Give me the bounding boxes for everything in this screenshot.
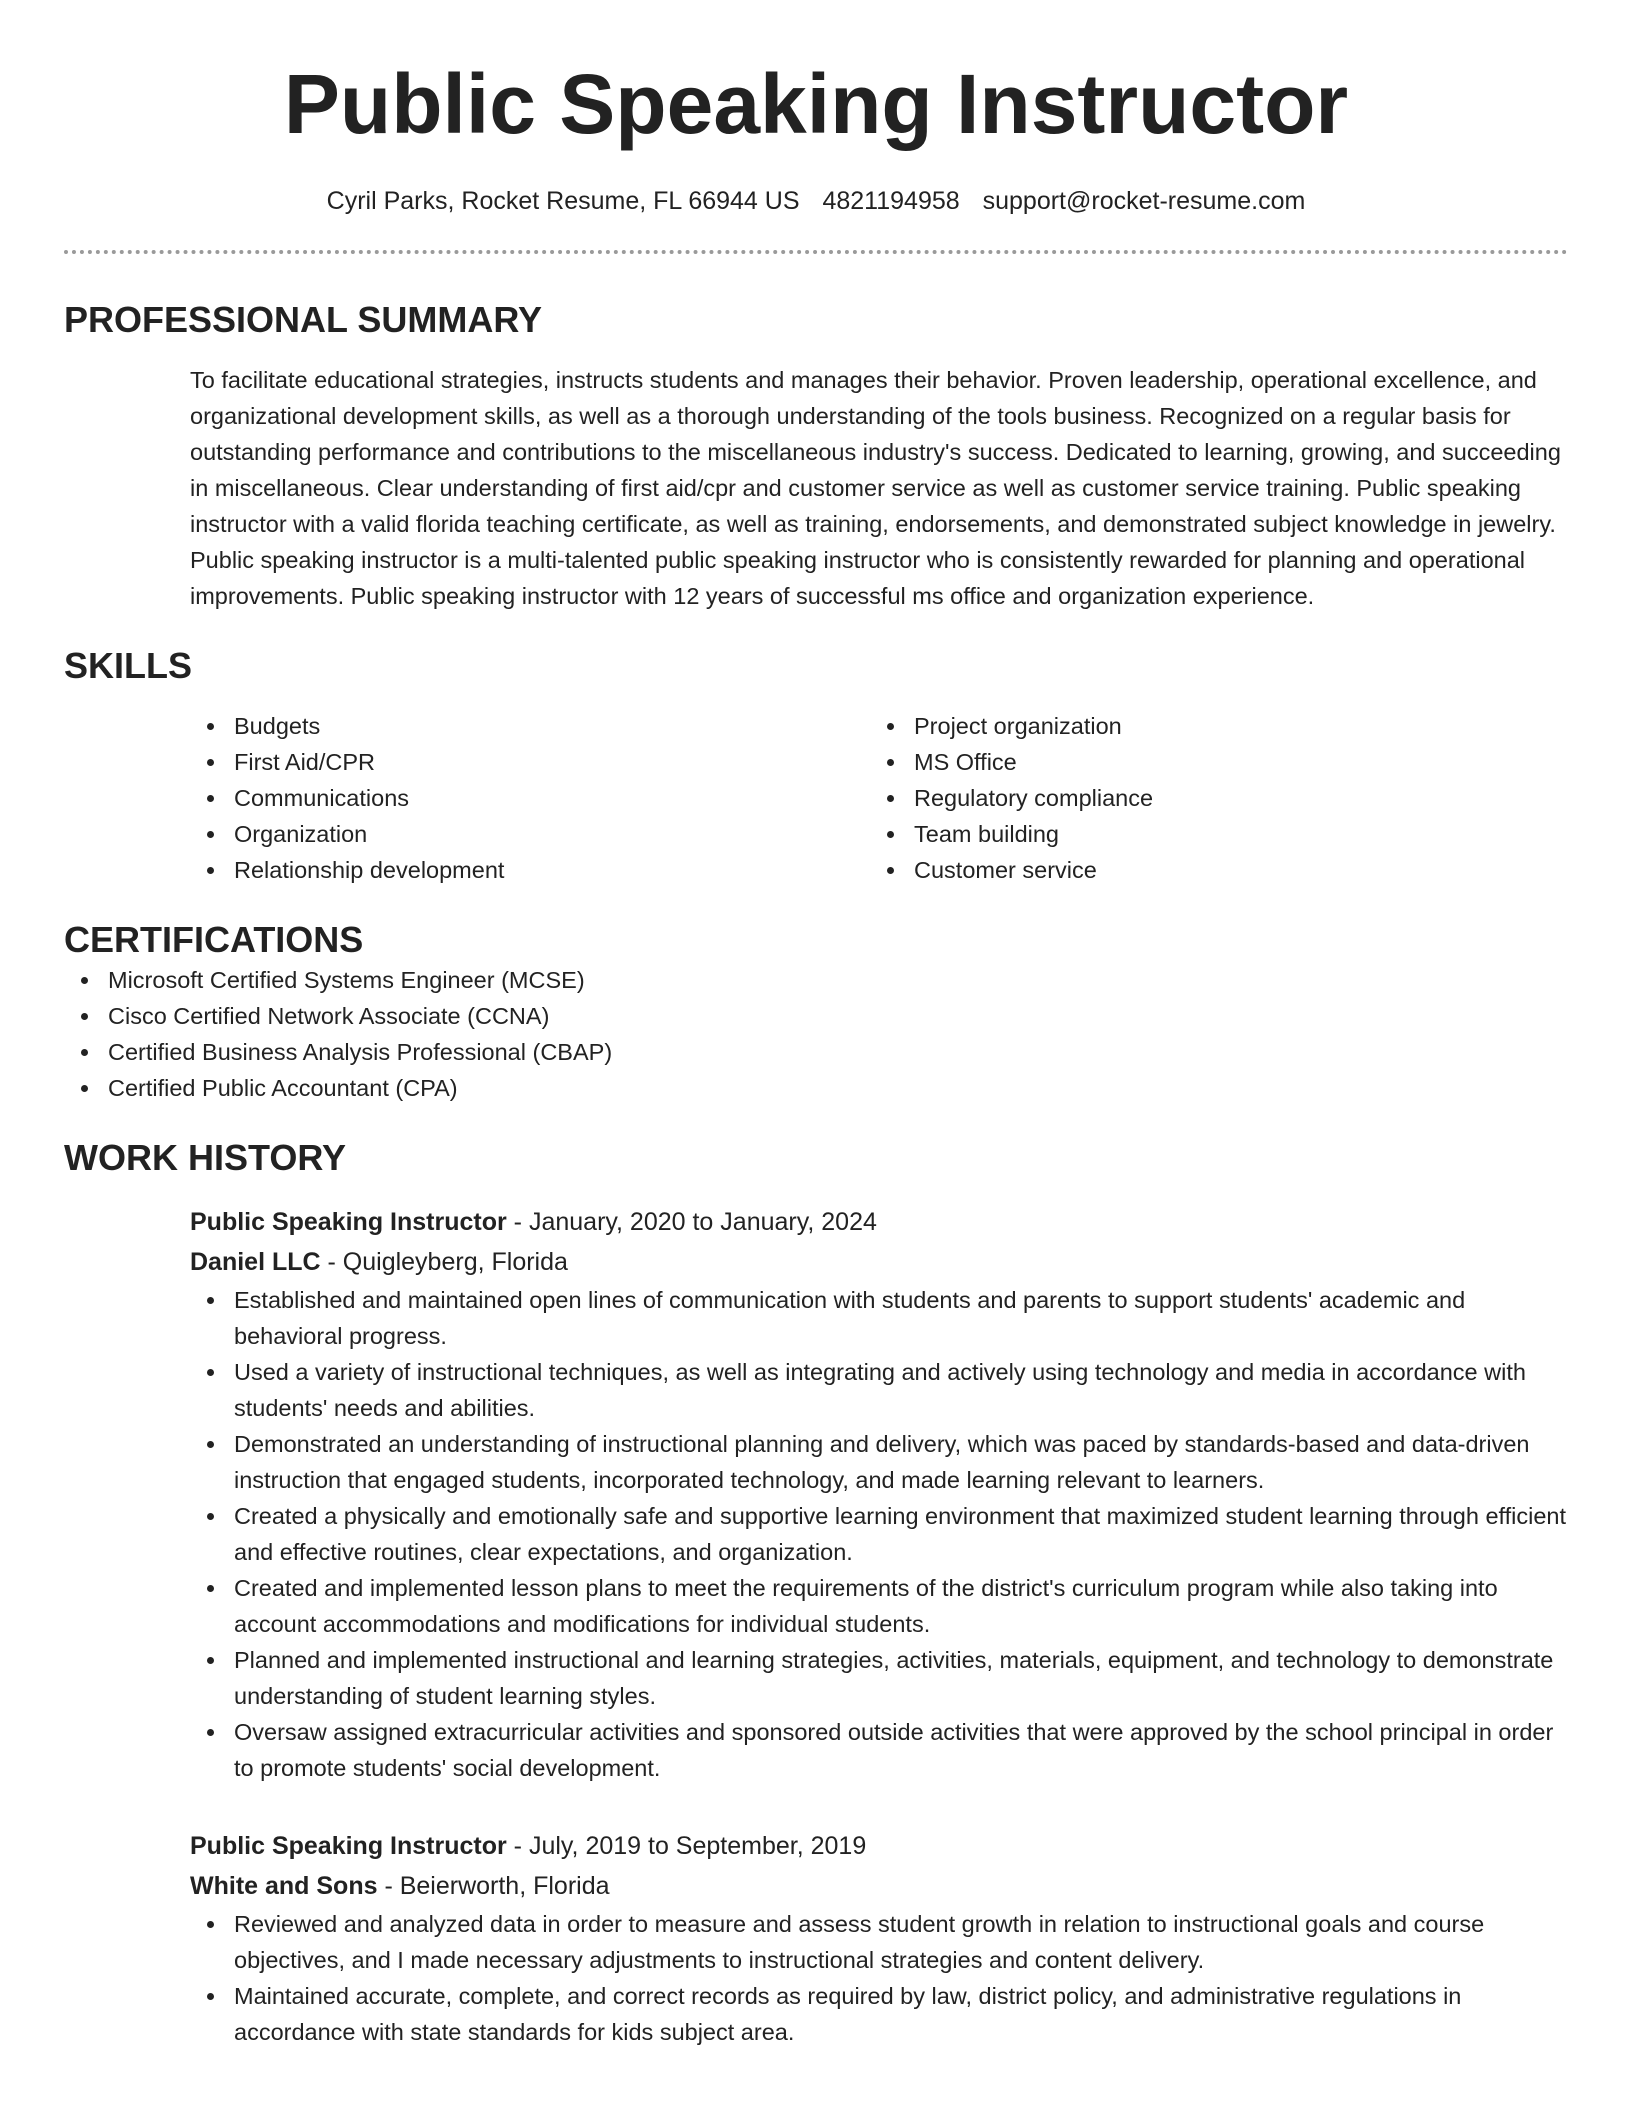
- job-dates: - January, 2020 to January, 2024: [506, 1208, 877, 1236]
- skill-item: MS Office: [870, 744, 1550, 780]
- skill-item: Communications: [190, 780, 870, 816]
- job-dates: - July, 2019 to September, 2019: [506, 1832, 867, 1860]
- skill-item: Budgets: [190, 708, 870, 744]
- summary-text: To facilitate educational strategies, instructs students and manages their behavior. Proven leadership, operational excellence, and organizational development skills, as well as a thorough understanding of the tools business. Recognized on a regular basis for outstanding performance and contributions to the miscellaneous industry's success. Dedicated to learning, growing, and succeeding in miscellaneous. Clear understanding of first aid/cpr and customer service as well as customer service training. Public speaking instructor with a valid florida teaching certificate, as well as training, endorsements, and demonstrated subject knowledge in jewelry. Public speaking instructor is a multi-talented public speaking instructor who is consistently rewarded for planning and operational improvements. Public speaking instructor with 12 years of successful ms office and organization experience.: [190, 367, 1561, 609]
- job-duties-list: [190, 1906, 1568, 2050]
- job-duty-item: Created and implemented lesson plans to meet the requirements of the district's curriculum program while also taking into account accommodations and modifications for individual students.: [190, 1570, 1568, 1642]
- contact-email: support@rocket-resume.com: [982, 187, 1306, 215]
- certification-item: Certified Public Accountant (CPA): [64, 1070, 1568, 1106]
- job-duties-list: [190, 1282, 1568, 1786]
- resume-page: [64, 0, 1568, 2050]
- job-duty-item: Maintained accurate, complete, and correct records as required by law, district policy, and administrative regulations in accordance with state standards for kids subject area.: [190, 1978, 1568, 2050]
- skill-item: Regulatory compliance: [870, 780, 1550, 816]
- certification-item: Certified Business Analysis Professional (CBAP): [64, 1034, 1568, 1070]
- job-duty-item: Demonstrated an understanding of instructional planning and delivery, which was paced by standards-based and data-driven instruction that engaged students, incorporated technology, and made learning relevant to learners.: [190, 1426, 1568, 1498]
- job-company: White and Sons: [190, 1872, 378, 1900]
- certifications-section: [64, 918, 1568, 1106]
- job-duty-item: Reviewed and analyzed data in order to measure and assess student growth in relation to instructional goals and course objectives, and I made necessary adjustments to instructional strategies and content delivery.: [190, 1906, 1568, 1978]
- summary-heading: PROFESSIONAL SUMMARY: [64, 299, 543, 340]
- certification-item: Microsoft Certified Systems Engineer (MCSE): [64, 962, 1568, 998]
- certifications-heading: CERTIFICATIONS: [64, 919, 364, 960]
- job-title-line: [190, 1826, 1568, 1866]
- job-role: Public Speaking Instructor: [190, 1832, 507, 1860]
- work-history-heading: WORK HISTORY: [64, 1137, 347, 1178]
- skill-item: Team building: [870, 816, 1550, 852]
- contact-phone: 4821194958: [822, 187, 960, 215]
- contact-line: [64, 186, 1568, 216]
- job-entry: [190, 1202, 1568, 1786]
- certifications-list: [64, 962, 1568, 1106]
- skills-list-left: [190, 708, 870, 888]
- job-duty-item: Planned and implemented instructional and learning strategies, activities, materials, equipment, and technology to demonstrate understanding of student learning styles.: [190, 1642, 1568, 1714]
- skill-item: Project organization: [870, 708, 1550, 744]
- skills-heading: SKILLS: [64, 645, 193, 686]
- skills-column-left: [190, 708, 870, 888]
- job-location: - Quigleyberg, Florida: [320, 1248, 568, 1276]
- job-company: Daniel LLC: [190, 1248, 321, 1276]
- job-location: - Beierworth, Florida: [377, 1872, 610, 1900]
- header-divider: [64, 250, 1568, 254]
- job-role: Public Speaking Instructor: [190, 1208, 507, 1236]
- skill-item: First Aid/CPR: [190, 744, 870, 780]
- skills-column-right: [870, 708, 1550, 888]
- skills-list-right: [870, 708, 1550, 888]
- job-duty-item: Established and maintained open lines of communication with students and parents to support students' academic and behavioral progress.: [190, 1282, 1568, 1354]
- summary-section: [64, 298, 1568, 614]
- skill-item: Relationship development: [190, 852, 870, 888]
- skill-item: Customer service: [870, 852, 1550, 888]
- certification-item: Cisco Certified Network Associate (CCNA): [64, 998, 1568, 1034]
- work-history-section: [64, 1136, 1568, 2050]
- skill-item: Organization: [190, 816, 870, 852]
- job-company-line: [190, 1866, 1568, 1906]
- page-title: Public Speaking Instructor: [283, 57, 1349, 151]
- job-duty-item: Used a variety of instructional techniques, as well as integrating and actively using technology and media in accordance with students' needs and abilities.: [190, 1354, 1568, 1426]
- skills-section: [64, 644, 1568, 888]
- job-company-line: [190, 1242, 1568, 1282]
- job-duty-item: Oversaw assigned extracurricular activities and sponsored outside activities that were approved by the school principal in order to promote students' social development.: [190, 1714, 1568, 1786]
- contact-address: Cyril Parks, Rocket Resume, FL 66944 US: [326, 187, 800, 215]
- skills-grid: [190, 708, 1568, 888]
- job-duty-item: Created a physically and emotionally safe and supportive learning environment that maximized student learning through efficient and effective routines, clear expectations, and organization.: [190, 1498, 1568, 1570]
- job-title-line: [190, 1202, 1568, 1242]
- job-entry: [190, 1826, 1568, 2050]
